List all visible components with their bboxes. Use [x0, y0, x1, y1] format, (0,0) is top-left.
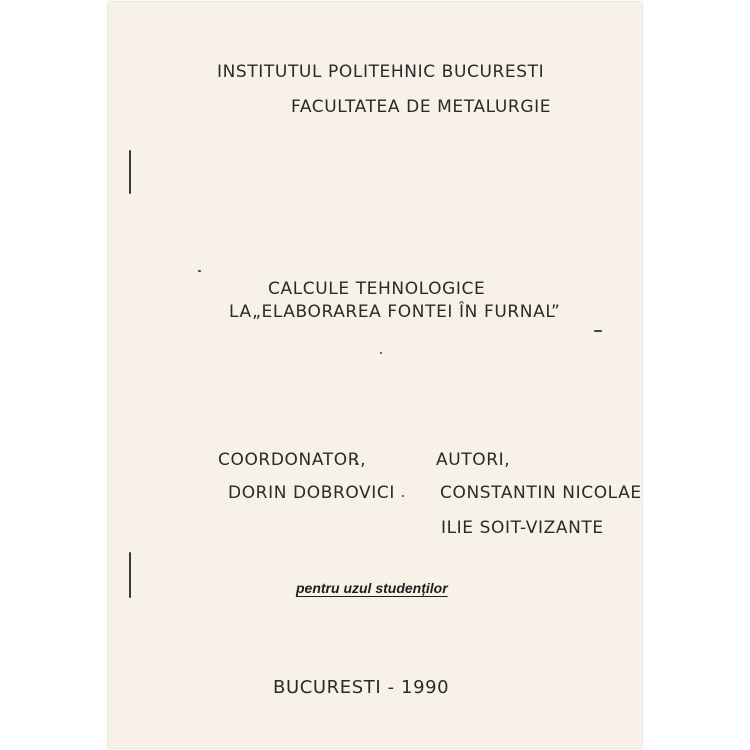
- paper-speck: [198, 270, 201, 272]
- document-title-line-1: CALCULE TEHNOLOGICE: [268, 279, 486, 299]
- coordinator-label: COORDONATOR,: [218, 450, 367, 470]
- paper-speck: [380, 352, 382, 354]
- staple-top: [129, 150, 131, 194]
- document-title-line-2: LA„ELABORAREA FONTEI ÎN FURNAL”: [229, 302, 561, 322]
- institute-name: INSTITUTUL POLITEHNIC BUCURESTI: [217, 62, 545, 82]
- author-name: ILIE SOIT-VIZANTE: [441, 518, 604, 538]
- authors-label: AUTORI,: [436, 450, 511, 470]
- place-and-year: BUCURESTI - 1990: [273, 677, 450, 698]
- coordinator-name: DORIN DOBROVICI: [228, 483, 395, 503]
- usage-note: pentru uzul studenților: [296, 580, 448, 596]
- staple-bottom: [129, 552, 131, 598]
- author-name: CONSTANTIN NICOLAE: [440, 483, 642, 503]
- faculty-name: FACULTATEA DE METALURGIE: [291, 97, 552, 117]
- paper-speck: [402, 495, 404, 497]
- paper-speck: [594, 330, 602, 332]
